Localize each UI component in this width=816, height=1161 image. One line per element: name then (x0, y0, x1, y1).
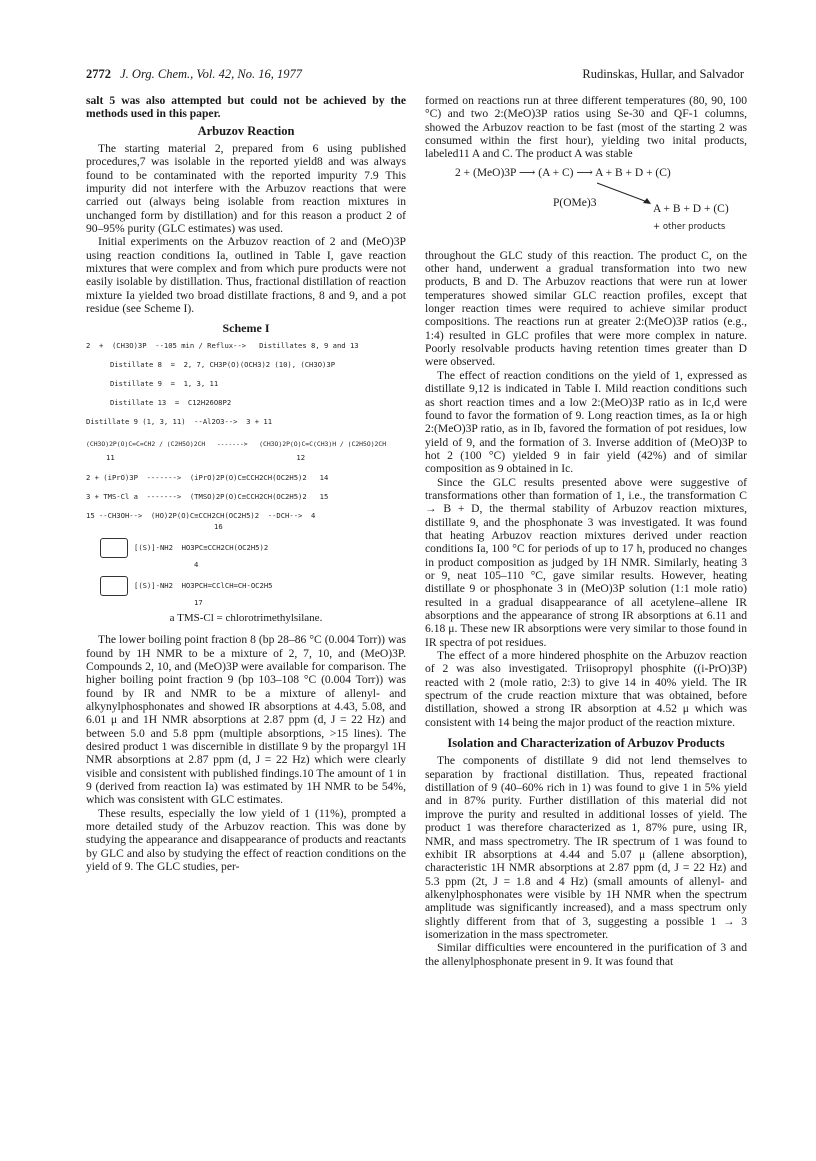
reaction-branch-product: A + B + D + (C) (653, 202, 729, 215)
paragraph: Similar difficulties were encountered in the purification of 3 and the allenylphosphonate present in 9. It was found that (425, 941, 747, 968)
scheme-line: (CH3O)2P(O)C=C=CH2 / (C2H5O)2CH -------> (CH3O)2P(O)C=C(CH3)H / (C2H5O)2CH (86, 439, 387, 448)
reaction-equation (425, 165, 747, 245)
scheme-row (100, 576, 406, 596)
paragraph: throughout the GLC study of this reaction. The product C, on the other hand, underwent a gradual transformation into two new products, B and D. The Arbuzov reactions that were run at lower temperatures showed similar GLC reaction profiles, except that longer reaction times were required to achieve similar product compositions. The reactions run at greater 2:(MeO)3P ratios (e.g., 1:4) resulted in GLC profiles that were more complex in nature. Poorly resolvable products having retention times greater than D were observed. (425, 248, 747, 369)
bicyclic-amine-structure (100, 576, 128, 596)
scheme-line: [(S)]-NH2 HO3PC≡CCH2CH(OC2H5)2 (134, 542, 269, 552)
paragraph: The effect of a more hindered phosphite on the Arbuzov reaction of 2 was also investigated. Triisopropyl phosphite ((i-PrO)3P) reacted with 2 (mole ratio, 2:3) to give 14 in 40% yield. The IR spectrum of the crude reaction mixture that was obtained, before distillation, showed a strong IR absorption at 4.52 μ which was consistent with 14 being the major product of the reaction mixture. (425, 649, 747, 729)
scheme-line: 15 --CH3OH--> (HO)2P(O)C≡CCH2CH(OC2H5)2 --DCH--> 4 (86, 510, 316, 520)
paragraph: These results, especially the low yield of 1 (11%), prompted a more detailed study of the Arbuzov reaction. This was done by studying the appearance and disappearance of products and reactants by GLC and also by studying the effect of reaction conditions on the yield of 9. The GLC studies, per- (86, 806, 406, 874)
section-heading: Isolation and Characterization of Arbuzov Products (447, 736, 725, 751)
running-header-left (86, 67, 302, 82)
paragraph: Initial experiments on the Arbuzov reaction of 2 and (MeO)3P using reaction conditions Ia, outlined in Table I, gave reaction mixtures that were complex and from which pure products were not easily isolable by distillation. Thus, fractional distillation of reaction mixture Ia yielded two broad distillate fractions, 8 and 9, and a pot residue (see Scheme I). (86, 235, 406, 316)
paragraph: Since the GLC results presented above were suggestive of transformations other than formation of 1, i.e., the transformation C → B + D, the thermal stability of Arbuzov reaction mixtures, distillate 9, and the phosphonate 3 was investigated. It was found that heating Arbuzov reaction mixtures derived under reaction conditions Ia, 100 °C for periods of up to 17 h, produced no changes in product composition as judged by 1H NMR. Similarly, heating 3 or 9, neat 105–110 °C, gave similar results. However, heating distillate 9 or phosphonate 3 in (MeO)3P solution (1:1 mole ratio) resulted in a gradual disappearance of all acetylene–allene IR absorptions and the appearance of strong IR absorptions at 6.11 and 6.18 μ. These new IR absorptions were very similar to those found in IR spectra of pot residues. (425, 475, 747, 649)
paragraph: The components of distillate 9 did not lend themselves to separation by fractional distillation. Thus, repeated fractional distillation of 9 (40–60% rich in 1) was found to give 1 in 5% yield and in 87% purity. Further distillation of this material did not improve the purity and resulted in additional losses of yield. The product 1 was therefore characterized as 1, 87% pure, using IR, NMR, and mass spectrometry. The IR spectrum of 1 was found to exhibit IR absorptions at 4.44 and 5.07 μ (allene absorption), characteristic 1H NMR absorptions at 2.87 ppm (d, J = 22 Hz) and 5.3 ppm (2t, J = 1.8 and 4 Hz) (small amounts of allenyl- and alkenylphosphonates were visible by 1H NMR when the spectrum amplitude was significantly increased), and a mass spectrum only slightly different from that of 3, suggesting a possible 1 → 3 isomerization in the mass spectrometer. (425, 754, 747, 941)
scheme-line: Distillate 13 = C12H26O8P2 (110, 397, 232, 407)
scheme-line: [(S)]-NH2 HO3PCH=CClCH=CH-OC2H5 (134, 580, 273, 590)
reaction-main-line: 2 + (MeO)3P ⟶ (A + C) ⟶ A + B + D + (C) (455, 166, 671, 179)
scheme-compound-number: 16 (214, 521, 223, 531)
scheme-diagram (86, 341, 406, 608)
scheme-line: 2 + (iPrO)3P -------> (iPrO)2P(O)C≡CCH2CH(OC2H5)2 14 (86, 472, 329, 482)
scheme-compound-number: 4 (194, 559, 199, 569)
scheme-line: 2 + (CH3O)3P --105 min / Reflux--> Distillates 8, 9 and 13 (86, 340, 359, 350)
paragraph: formed on reactions run at three different temperatures (80, 90, 100 °C) and two 2:(MeO)3P ratios using Se-30 and QF-1 columns, showed the Arbuzov reaction to be fast (most of the starting 2 was consumed within the first hour), yielding two inital products, labeled11 A and C. The product A was stable (425, 94, 747, 161)
paragraph: The lower boiling point fraction 8 (bp 28–86 °C (0.004 Torr)) was found by 1H NMR to be a mixture of 2, 7, 10, and (MeO)3P. Compounds 2, 10, and (MeO)3P were available for comparison. The higher boiling point fraction 9 (bp 103–108 °C (0.004 Torr)) was found by IR and NMR to be a mixture of allenyl- and alkynylphosphonates and showed IR absorptions at 4.43, 5.08, and 6.01 μ and 1H NMR absorptions at 2.87 ppm (d, J = 22 Hz) and between 5.0 and 5.8 ppm (multiple absorptions, >15 lines). The desired product 1 was discernible in distillate 9 by the propargyl 1H NMR absorptions at 2.87 ppm (d, J = 22 Hz) which were clearly visible and consistent with published findings.10 The amount of 1 in 9 (derived from reaction Ia) was estimated by 1H NMR to be 54%, which was consistent with GLC estimates. (86, 633, 406, 807)
journal-citation: J. Org. Chem., Vol. 42, No. 16, 1977 (120, 67, 302, 81)
reaction-note: + other products (653, 221, 726, 232)
right-column (425, 94, 747, 968)
scheme-line: 3 + TMS-Cl a -------> (TMSO)2P(O)C≡CCH2CH(OC2H5)2 15 (86, 491, 329, 501)
scheme-compound-numbers: 11 12 (106, 452, 306, 462)
scheme-title: Scheme I (222, 320, 270, 335)
section-heading: Arbuzov Reaction (197, 123, 295, 138)
branch-arrow (595, 181, 655, 207)
paragraph: salt 5 was also attempted but could not be achieved by the methods used in this paper. (86, 94, 406, 121)
scheme-line: Distillate 9 = 1, 3, 11 (110, 378, 219, 388)
bicyclic-amine-structure (100, 538, 128, 558)
page-number: 2772 (86, 67, 111, 81)
paragraph: The effect of reaction conditions on the yield of 1, expressed as distillate 9,12 is indicated in Table I. Mild reaction conditions such as short reaction times and a low 2:(MeO)3P ratio as in Ic,d were found to favor the formation of 9. Long reaction times, as Ia or high 2:(MeO)3P ratio, as in Ib, favored the formation of pot residues, low yield of 9, and the formation of 3. Inverse addition of (MeO)3P to hot 2 (100 °C) yielded 9 in fair yield (42%) and of similar composition as 9 obtained in Ic. (425, 368, 747, 476)
scheme-line: Distillate 9 (1, 3, 11) --Al2O3--> 3 + 11 (86, 416, 273, 426)
scheme-row (100, 538, 406, 558)
reagent-label: P(OMe)3 (553, 196, 597, 209)
paragraph: The starting material 2, prepared from 6 using published procedures,7 was isolable in the reported yield8 and was always found to be contaminated with the reported impurity 7.9 This impurity did not interfere with the Arbuzov reactions that were carried out (always being isolable from reaction mixtures in unchanged form by distillation) and for this reason a product 2 of 90–95% purity (GLC estimates) was used. (86, 142, 406, 236)
scheme-line: Distillate 8 = 2, 7, CH3P(O)(OCH3)2 (10), (CH3O)3P (110, 359, 336, 369)
scheme-footnote: a TMS-Cl = chlorotrimethylsilane. (169, 611, 323, 624)
running-header-authors: Rudinskas, Hullar, and Salvador (582, 67, 744, 81)
left-column (86, 94, 406, 873)
scheme-compound-number: 17 (194, 597, 203, 607)
